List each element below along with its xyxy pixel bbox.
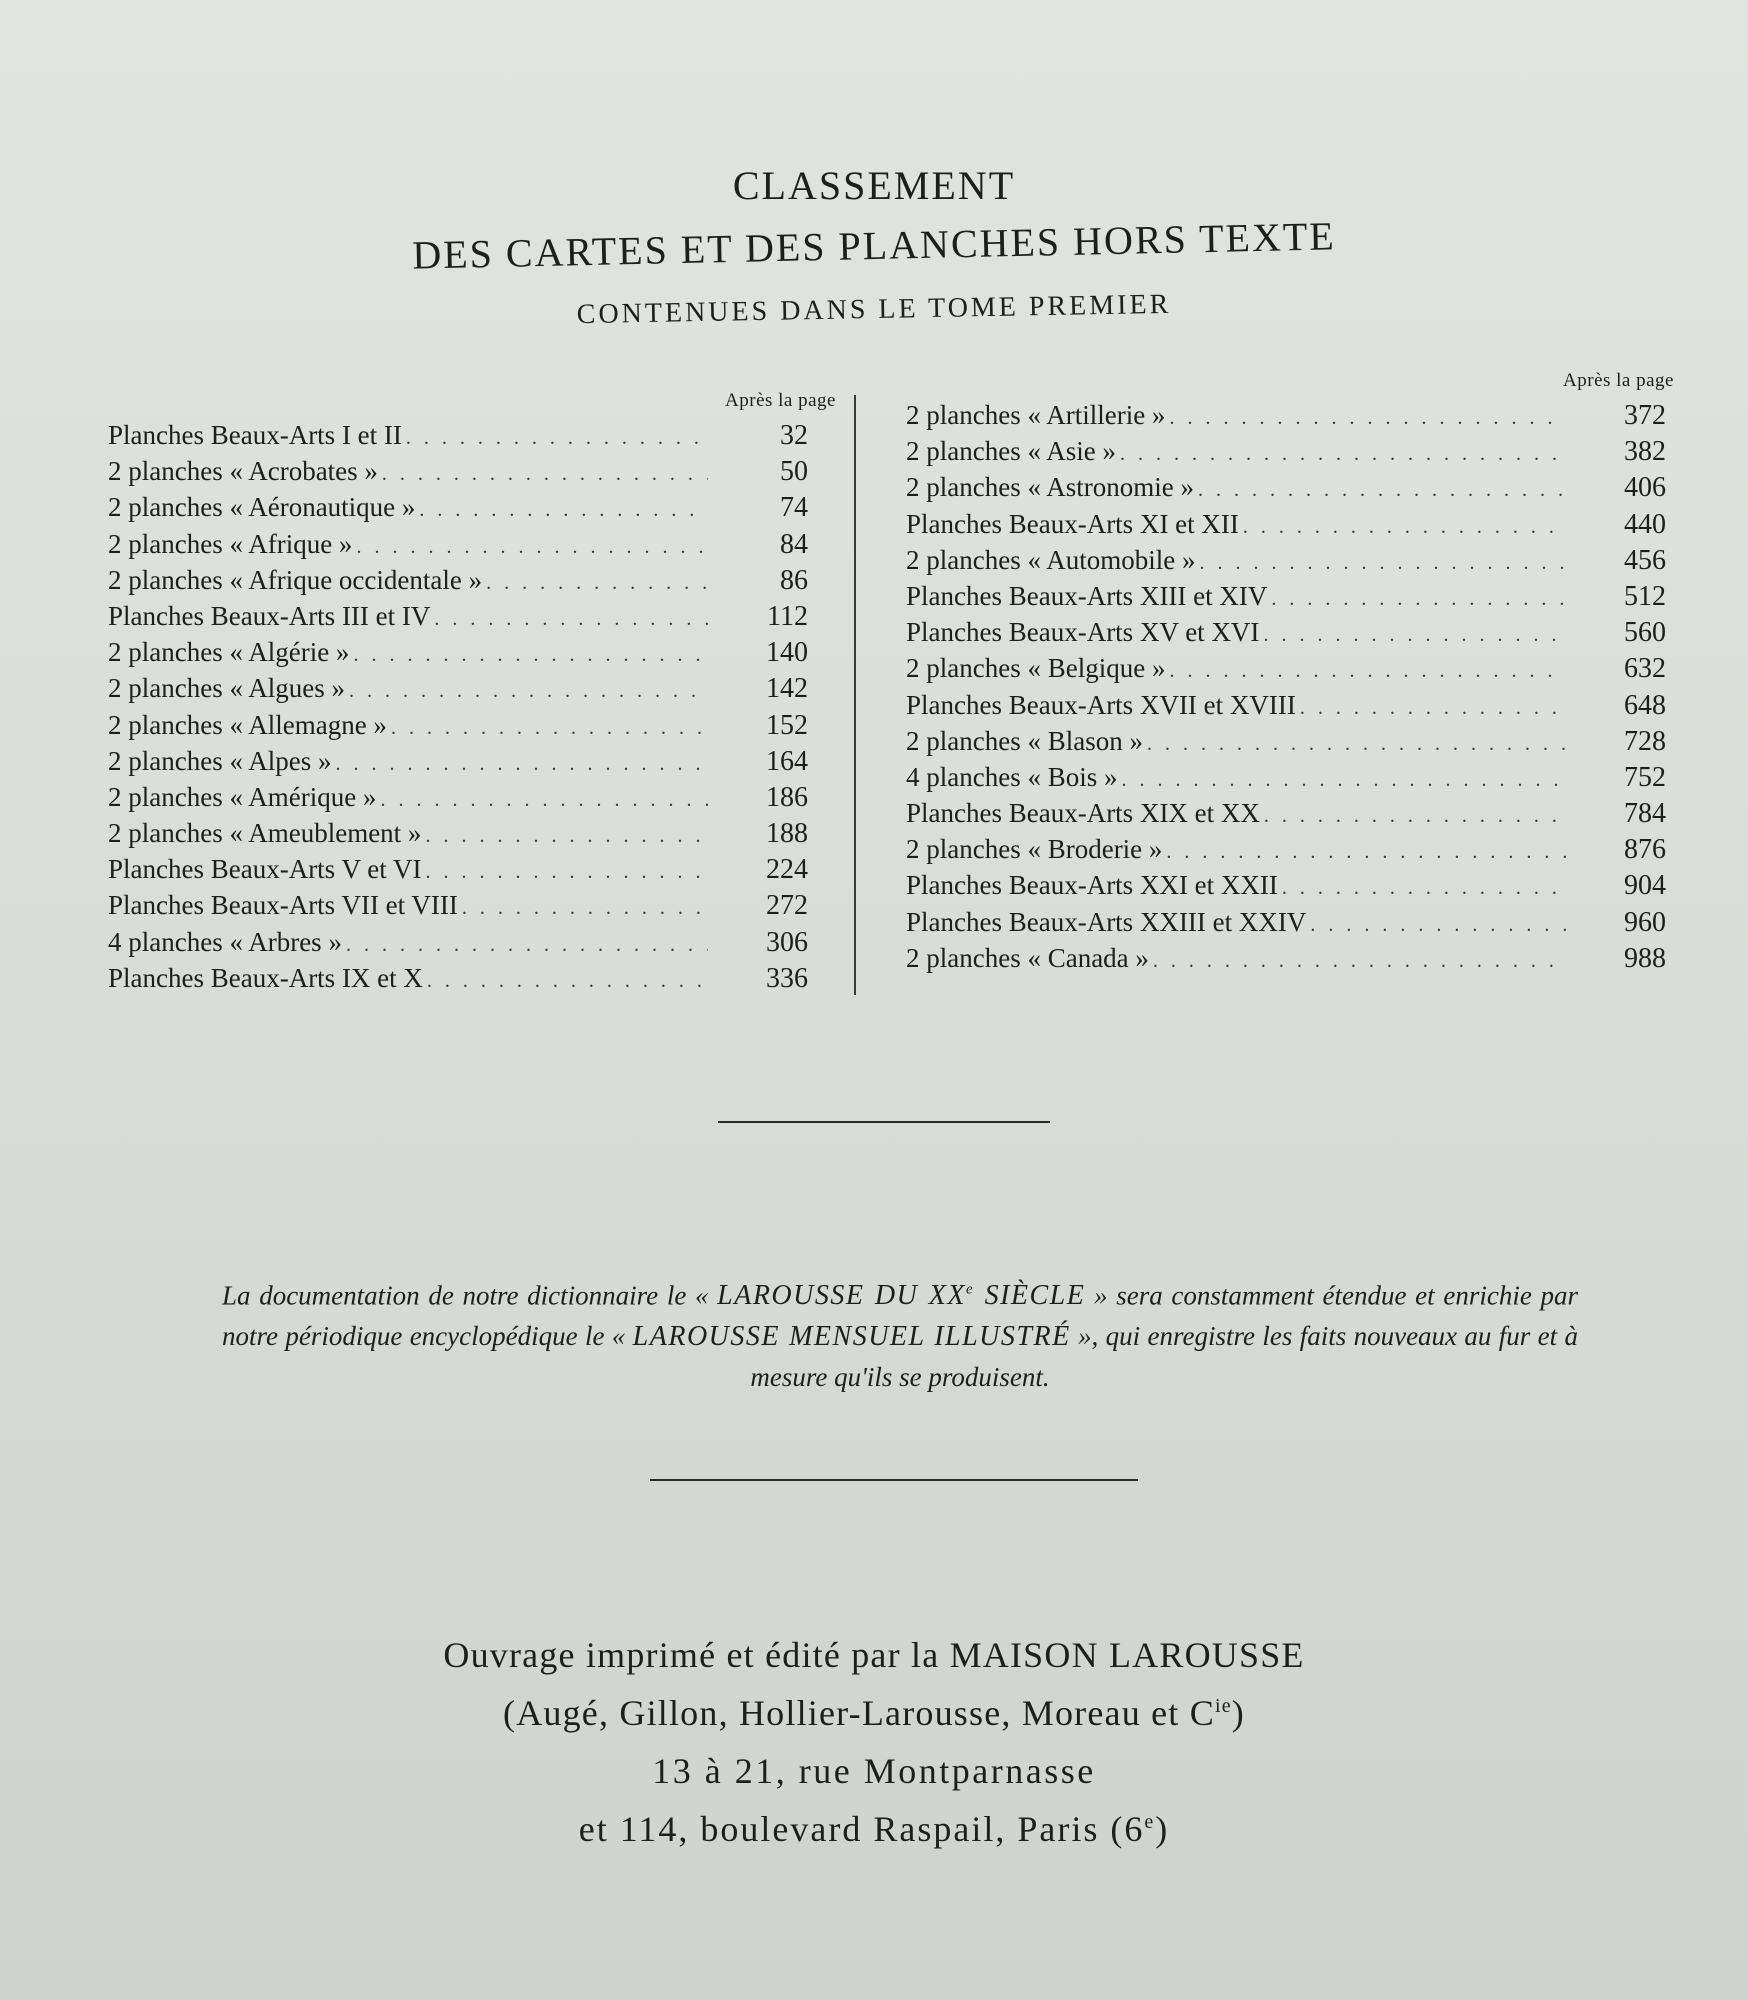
- entry-label: 2 planches « Astronomie »: [906, 472, 1194, 503]
- entry-label: 2 planches « Automobile »: [906, 544, 1196, 575]
- entry-page-number: 752: [1624, 761, 1666, 793]
- heading-line-3: CONTENUES DANS LE TOME PREMIER: [576, 288, 1172, 331]
- note-part-2: » sera constamment étendue et enrichie par notre périodique encyclopédique le «: [222, 1280, 1578, 1352]
- note-part-1: La documentation de notre dictionnaire le «: [222, 1280, 718, 1311]
- entry-label: 2 planches « Artillerie »: [906, 400, 1166, 430]
- dot-leader: [1147, 733, 1566, 756]
- entry-label: 2 planches « Aéronautique »: [108, 492, 416, 523]
- entry-page-number: 50: [780, 456, 808, 488]
- dot-leader: [346, 934, 708, 957]
- entry-label: 2 planches « Canada »: [906, 942, 1149, 973]
- plate-entry: [108, 529, 848, 565]
- dot-leader: [1282, 877, 1566, 900]
- heading-line-2: DES CARTES ET DES PLANCHES HORS TEXTE: [411, 213, 1337, 278]
- entry-label: Planches Beaux-Arts XVII et XVIII: [906, 689, 1296, 720]
- plate-entry: [108, 818, 848, 854]
- note-title-1-end: SIÈCLE: [974, 1280, 1086, 1312]
- dot-leader: [406, 427, 708, 450]
- entry-page-number: 86: [780, 564, 808, 596]
- plate-entry: [906, 690, 1666, 726]
- entry-label: Planches Beaux-Arts XIX et XX: [906, 798, 1260, 829]
- entry-label: Planches Beaux-Arts XV et XVI: [906, 617, 1260, 648]
- dot-leader: [1198, 479, 1566, 502]
- entry-page-number: 648: [1624, 689, 1666, 721]
- plate-entry: [108, 782, 848, 818]
- entry-page-number: 382: [1624, 436, 1666, 468]
- dot-leader: [1271, 588, 1566, 611]
- imprint-line-3: 13 à 21, rue Montparnasse: [652, 1751, 1096, 1791]
- dot-leader: [1166, 841, 1566, 864]
- entry-label: Planches Beaux-Arts VII et VIII: [108, 890, 458, 921]
- imprint-line-2: [0, 1692, 1748, 1734]
- dot-leader: [486, 572, 708, 595]
- left-column: [108, 390, 848, 999]
- entry-page-number: 32: [780, 420, 808, 451]
- documentation-note: [222, 1270, 1578, 1397]
- dot-leader: [353, 644, 708, 667]
- plate-entry: [906, 762, 1666, 798]
- entry-page-number: 876: [1624, 834, 1666, 866]
- plate-entry: [108, 601, 848, 637]
- plate-entry: [108, 420, 848, 456]
- entry-page-number: 142: [766, 673, 808, 705]
- entry-label: 2 planches « Asie »: [906, 436, 1116, 467]
- entry-page-number: 306: [766, 926, 808, 958]
- plate-entry: [906, 834, 1666, 870]
- entry-label: Planches Beaux-Arts XXI et XXII: [906, 870, 1278, 901]
- dot-leader: [1264, 805, 1566, 828]
- entry-label: Planches Beaux-Arts V et VI: [108, 854, 422, 885]
- entry-label: Planches Beaux-Arts III et IV: [108, 600, 431, 631]
- dot-leader: [1121, 769, 1566, 792]
- entry-label: Planches Beaux-Arts XXIII et XXIV: [906, 906, 1307, 937]
- entry-page-number: 728: [1624, 725, 1666, 757]
- imprint-line-4: [0, 1808, 1748, 1850]
- dot-leader: [1199, 552, 1566, 575]
- plate-entry: [906, 726, 1666, 762]
- entry-page-number: 140: [766, 637, 808, 669]
- entry-page-number: 456: [1624, 544, 1666, 576]
- dot-leader: [425, 861, 708, 884]
- entry-page-number: 960: [1624, 906, 1666, 938]
- entry-label: 2 planches « Ameublement »: [108, 818, 422, 849]
- plate-entry: [906, 436, 1666, 472]
- entry-label: Planches Beaux-Arts IX et X: [108, 962, 423, 993]
- plate-entry: [906, 617, 1666, 653]
- plate-entry: [108, 963, 848, 999]
- entry-label: 2 planches « Broderie »: [906, 834, 1163, 865]
- entry-page-number: 112: [767, 600, 808, 632]
- dot-leader: [1153, 950, 1566, 973]
- entry-label: 2 planches « Afrique »: [108, 528, 353, 559]
- dot-leader: [1300, 697, 1566, 720]
- entry-label: 2 planches « Amérique »: [108, 781, 377, 812]
- dot-leader: [1263, 624, 1566, 647]
- note-title-1-text: LAROUSSE DU XX: [717, 1280, 966, 1312]
- entry-label: 2 planches « Algérie »: [108, 637, 350, 668]
- entry-label: 4 planches « Arbres »: [108, 926, 342, 957]
- plate-entry: [906, 943, 1666, 979]
- dot-leader: [391, 717, 708, 740]
- entry-label: 2 planches « Allemagne »: [108, 709, 387, 740]
- imprint-line-2-sup: ie: [1214, 1695, 1232, 1717]
- entry-page-number: 164: [766, 745, 808, 777]
- plate-entry: [108, 890, 848, 926]
- entry-page-number: 84: [780, 528, 808, 560]
- entry-page-number: 632: [1624, 653, 1666, 685]
- plate-entry: [906, 798, 1666, 834]
- entry-page-number: 988: [1624, 942, 1666, 974]
- imprint-line-1: Ouvrage imprimé et édité par la MAISON LAROUSSE: [443, 1635, 1305, 1675]
- note-title-1-sup: e: [965, 1282, 975, 1298]
- right-column-header: Après la page: [1563, 370, 1674, 391]
- entry-label: Planches Beaux-Arts XI et XII: [906, 508, 1239, 539]
- plate-entry: [108, 927, 848, 963]
- entry-page-number: 188: [766, 818, 808, 850]
- entry-page-number: 440: [1624, 508, 1666, 540]
- plate-entry: [906, 907, 1666, 943]
- plate-entry: [906, 400, 1666, 436]
- dot-leader: [1310, 914, 1566, 937]
- dot-leader: [335, 753, 708, 776]
- dot-leader: [425, 825, 708, 848]
- entry-label: Planches Beaux-Arts XIII et XIV: [906, 580, 1268, 611]
- right-entries: [906, 400, 1666, 979]
- plate-entry: [906, 545, 1666, 581]
- dot-leader: [427, 970, 708, 993]
- plate-entry: [108, 492, 848, 528]
- entry-label: 4 planches « Bois »: [906, 761, 1118, 792]
- left-column-header: Après la page: [725, 390, 836, 411]
- imprint-line-4-sup: e: [1144, 1811, 1156, 1833]
- dot-leader: [419, 499, 708, 522]
- dot-leader: [380, 789, 708, 812]
- entry-page-number: 784: [1624, 798, 1666, 830]
- entry-label: 2 planches « Alpes »: [108, 745, 332, 776]
- dot-leader: [356, 536, 708, 559]
- dot-leader: [462, 897, 708, 920]
- dot-leader: [1120, 443, 1566, 466]
- plate-entry: [906, 472, 1666, 508]
- entry-page-number: 372: [1624, 400, 1666, 431]
- plate-entry: [108, 854, 848, 890]
- heading-line-1: CLASSEMENT: [732, 163, 1016, 208]
- plate-entry: [108, 673, 848, 709]
- plate-entry: [108, 710, 848, 746]
- dot-leader: [434, 608, 708, 631]
- plate-entry: [906, 870, 1666, 906]
- plate-entry: [906, 653, 1666, 689]
- entry-page-number: 272: [766, 890, 808, 922]
- dot-leader: [1243, 516, 1566, 539]
- dot-leader: [1169, 660, 1566, 683]
- entry-page-number: 904: [1624, 870, 1666, 902]
- plate-entry: [108, 746, 848, 782]
- entry-page-number: 406: [1624, 472, 1666, 504]
- divider-rule-2: [650, 1479, 1138, 1481]
- note-title-1: [717, 1280, 1085, 1311]
- plate-entry: [108, 565, 848, 601]
- entry-page-number: 186: [766, 781, 808, 813]
- dot-leader: [382, 463, 708, 486]
- entry-page-number: 152: [766, 709, 808, 741]
- imprint-line-4-end: ): [1155, 1809, 1170, 1849]
- entry-page-number: 336: [766, 962, 808, 994]
- plate-entry: [108, 456, 848, 492]
- dot-leader: [1169, 407, 1566, 430]
- entry-page-number: 74: [780, 492, 808, 524]
- dot-leader: [349, 680, 708, 703]
- entry-page-number: 224: [766, 854, 808, 886]
- plate-entry: [906, 509, 1666, 545]
- imprint-line-2-text: (Augé, Gillon, Hollier-Larousse, Moreau et C: [503, 1693, 1215, 1733]
- plate-entry: [108, 637, 848, 673]
- entry-label: 2 planches « Blason »: [906, 725, 1143, 756]
- entry-label: 2 planches « Belgique »: [906, 653, 1166, 684]
- left-entries: [108, 420, 848, 999]
- entry-label: 2 planches « Algues »: [108, 673, 345, 704]
- column-divider: [854, 395, 856, 995]
- plate-entry: [906, 581, 1666, 617]
- imprint-line-4-text: et 114, boulevard Raspail, Paris (6: [578, 1809, 1145, 1849]
- note-title-2: LAROUSSE MENSUEL ILLUSTRÉ: [632, 1321, 1071, 1353]
- imprint-line-2-end: ): [1231, 1693, 1245, 1733]
- entry-label: 2 planches « Acrobates »: [108, 456, 378, 487]
- entry-page-number: 512: [1624, 580, 1666, 612]
- entry-label: 2 planches « Afrique occidentale »: [108, 564, 483, 595]
- divider-rule-1: [718, 1121, 1050, 1123]
- note-part-3: », qui enregistre les faits nouveaux au fur et à mesure qu'ils se produisent.: [750, 1321, 1578, 1393]
- right-column: [906, 370, 1674, 979]
- entry-page-number: 560: [1624, 617, 1666, 649]
- entry-label: Planches Beaux-Arts I et II: [108, 420, 402, 450]
